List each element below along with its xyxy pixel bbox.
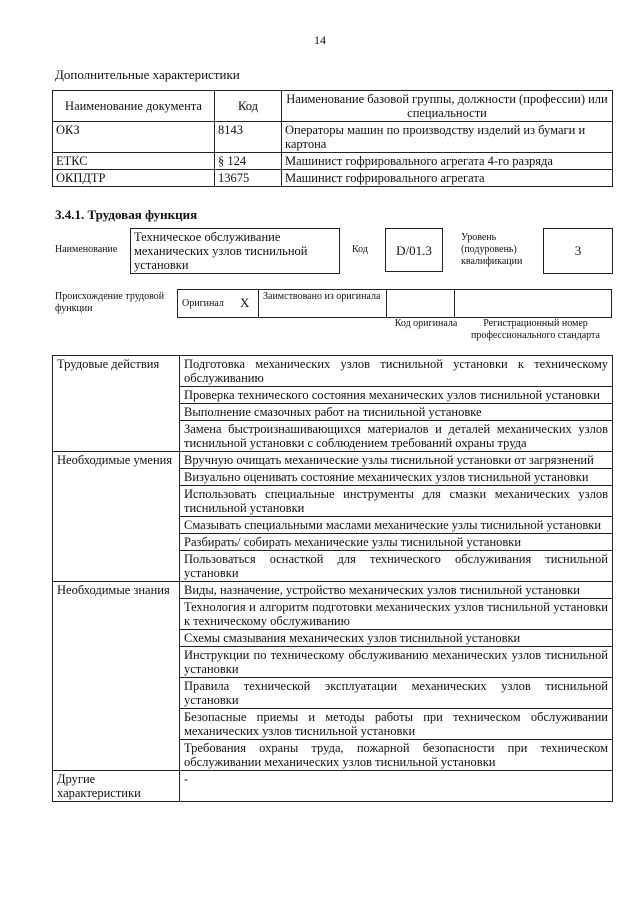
column-header: Наименование документа [53, 91, 215, 122]
function-code-value: D/01.3 [396, 243, 432, 258]
item-cell: Выполнение смазочных работ на тиснильной установке [180, 404, 613, 421]
divider [454, 290, 455, 317]
item-cell: Проверка технического состояния механических узлов тиснильной установки [180, 387, 613, 404]
item-cell: Подготовка механических узлов тиснильной установки к техническому обслуживанию [180, 356, 613, 387]
function-name-value: Техническое обслуживание механических узлов тиснильной установки [134, 230, 308, 272]
table-header-row [53, 91, 613, 122]
table-cell: 8143 [215, 122, 282, 153]
item-cell: - [180, 771, 613, 802]
table-cell: ОКЗ [53, 122, 215, 153]
item-cell: Вручную очищать механические узлы тиснильной установки от загрязнений [180, 452, 613, 469]
item-cell: Использовать специальные инструменты для смазки механических узлов тиснильной установки [180, 486, 613, 517]
category-cell: Трудовые действия [53, 356, 180, 452]
reg-number-caption: Регистрационный номер профессионального стандарта [471, 318, 600, 341]
item-cell: Виды, назначение, устройство механических узлов тиснильной установки [180, 582, 613, 599]
origin-box [177, 289, 612, 318]
table-cell: Машинист гофрировального агрегата 4-го разряда [282, 153, 613, 170]
borrowed-label: Заимствовано из оригинала [263, 291, 381, 302]
item-cell: Пользоваться оснасткой для технического обслуживания тиснильной установки [180, 551, 613, 582]
category-cell: Другие характеристики [53, 771, 180, 802]
function-code-box [385, 228, 443, 272]
item-cell: Разбирать/ собирать механические узлы тиснильной установки [180, 534, 613, 551]
item-cell: Безопасные приемы и методы работы при техническом обслуживании механических узлов тиснильной установки [180, 709, 613, 740]
function-title: 3.4.1. Трудовая функция [55, 207, 198, 222]
level-label: Уровень (подуровень) квалификации [461, 232, 523, 267]
original-mark: X [240, 295, 250, 310]
table-row [53, 771, 613, 802]
item-cell: Технология и алгоритм подготовки механических узлов тиснильной установки к техническому обслуживанию [180, 599, 613, 630]
divider [258, 290, 259, 317]
section-heading: Дополнительные характеристики [55, 67, 240, 82]
origin-label: Происхождение трудовой функции [55, 291, 165, 314]
column-header: Наименование базовой группы, должности (профессии) или специальности [282, 91, 613, 122]
level-value: 3 [574, 243, 582, 258]
function-name-box [130, 228, 340, 274]
original-label: Оригинал [182, 298, 224, 309]
table-cell: ЕТКС [53, 153, 215, 170]
table-cell: 13675 [215, 170, 282, 187]
table-row [53, 452, 613, 469]
item-cell: Требования охраны труда, пожарной безопасности при техническом обслуживании механических узлов тиснильной установки [180, 740, 613, 771]
item-cell: Правила технической эксплуатации механических узлов тиснильной установки [180, 678, 613, 709]
item-cell: Замена быстроизнашивающихся материалов и деталей механических узлов тиснильной установки с соблюдением требований охраны труда [180, 421, 613, 452]
item-cell: Смазывать специальными маслами механические узлы тиснильной установки [180, 517, 613, 534]
page-number: 14 [314, 33, 326, 47]
category-cell: Необходимые умения [53, 452, 180, 582]
table-row [53, 356, 613, 387]
divider [386, 290, 387, 317]
item-cell: Инструкции по техническому обслуживанию механических узлов тиснильной установки [180, 647, 613, 678]
table-cell: ОКПДТР [53, 170, 215, 187]
code-label: Код [352, 244, 368, 255]
table-cell: § 124 [215, 153, 282, 170]
column-header: Код [215, 91, 282, 122]
name-label: Наименование [55, 244, 118, 255]
function-details-table [52, 355, 613, 802]
level-box [543, 228, 613, 274]
table-row [53, 582, 613, 599]
table-row [53, 170, 613, 187]
table-row [53, 153, 613, 170]
table-cell: Операторы машин по производству изделий из бумаги и картона [282, 122, 613, 153]
item-cell: Визуально оценивать состояние механических узлов тиснильной установки [180, 469, 613, 486]
category-cell: Необходимые знания [53, 582, 180, 771]
table-row [53, 122, 613, 153]
table-cell: Машинист гофрировального агрегата [282, 170, 613, 187]
item-cell: Схемы смазывания механических узлов тиснильной установки [180, 630, 613, 647]
code-original-caption: Код оригинала [394, 318, 458, 329]
characteristics-table [52, 90, 613, 187]
